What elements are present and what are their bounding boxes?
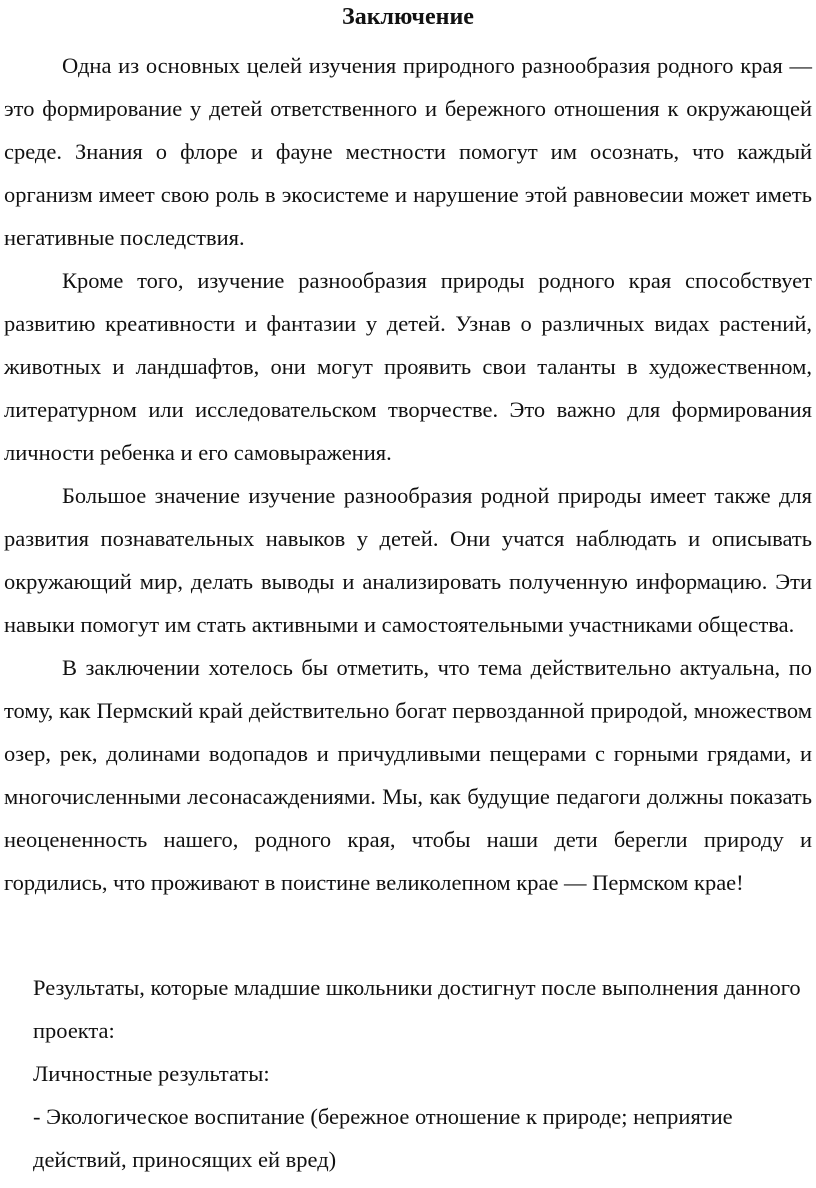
page-title: Заключение [342,4,474,30]
paragraph-creativity: Кроме того, изучение разнообразия природы родного края способствует развитию креативности и фантазии у детей. Узнав о различных видах растений, животных и ландшафтов, они могут проявить свои таланты в художественном, литературном или исследовательском творчестве. Это важно для формирования личности ребенка и его самовыражения. [4,268,812,465]
results-intro: Результаты, которые младшие школьники достигнут после выполнения данного проекта: [33,975,801,1043]
paragraph-goals: Одна из основных целей изучения природного разнообразия родного края — это формирование у детей ответственного и бережного отношения к окружающей среде. Знания о флоре и фауне местности помогут им осознать, что каждый организм имеет свою роль в экосистеме и нарушение этой равновесии может иметь негативные последствия. [4,53,812,250]
body-text [4,44,812,904]
paragraph-conclusion: В заключении хотелось бы отметить, что тема действительно актуальна, по тому, как Пермский край действительно богат первозданной природой, множеством озер, рек, долинами водопадов и причудливыми пещерами с горными грядами, и многочисленными лесонасаждениями. Мы, как будущие педагоги должны показать неоцененность нашего, родного края, чтобы наши дети берегли природу и гордились, что проживают в поистине великолепном крае — Пермском крае! [4,655,812,895]
results-list-item: - Экологическое воспитание (бережное отношение к природе; неприятие действий, приносящих ей вред) [33,1104,733,1172]
personal-results-heading: Личностные результаты: [33,1061,270,1086]
results-section [33,966,812,1181]
paragraph-cognitive-skills: Большое значение изучение разнообразия родной природы имеет также для развития познавательных навыков у детей. Они учатся наблюдать и описывать окружающий мир, делать выводы и анализировать полученную информацию. Эти навыки помогут им стать активными и самостоятельными участниками общества. [4,483,812,637]
